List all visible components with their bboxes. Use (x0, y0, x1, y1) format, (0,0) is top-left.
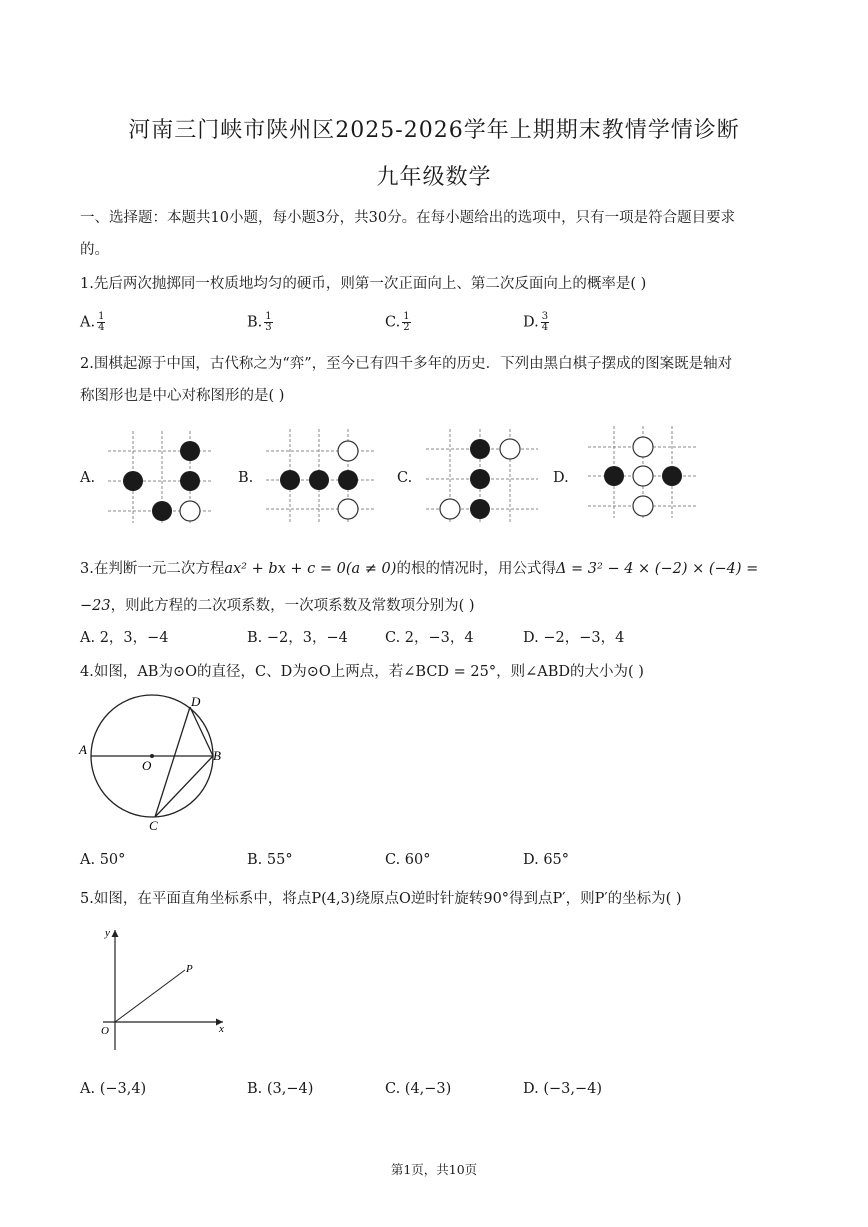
q3-stem-part1: 3.在判断一元二次方程 (80, 561, 225, 577)
label-o: O (101, 1025, 109, 1037)
q3-option-d: D. −2，−3，4 (523, 630, 625, 646)
black-stone (470, 499, 490, 519)
q5-option-a: A. (−3,4) (80, 1081, 147, 1097)
q1-option-b-label: B. (247, 314, 263, 331)
white-stone (180, 501, 200, 521)
q2-stem-line1: 2.围棋起源于中国，古代称之为“弈”，至今已有四千多年的历史．下列由黑白棋子摆成的图案既是轴对 (80, 356, 733, 372)
q1-option-c (385, 312, 411, 333)
black-stone (309, 470, 329, 490)
q1-option-d-num: 3 (541, 311, 549, 322)
q5-stem: 5.如图，在平面直角坐标系中，将点P(4,3)绕原点O逆时针旋转90°得到点P′，则P′的坐标为( ) (80, 891, 682, 907)
q5-coordinate-figure (95, 922, 240, 1057)
black-stone (604, 466, 624, 486)
label-d: D (191, 694, 201, 709)
black-stone (180, 441, 200, 461)
q1-option-a (80, 312, 105, 333)
q2-option-b-label: B. (238, 470, 254, 486)
white-stone (338, 441, 358, 461)
black-stone (662, 466, 682, 486)
chord-db (190, 707, 213, 756)
label-y: y (105, 927, 110, 939)
q1-option-c-num: 1 (403, 311, 410, 322)
q2-option-a-label: A. (80, 470, 96, 486)
q1-option-a-label: A. (80, 314, 96, 331)
q3-stem-part2: 的根的情况时，用公式得 (396, 561, 556, 577)
page-footer: 第1页，共10页 (390, 1162, 478, 1177)
q3-discriminant-value: −23 (80, 598, 111, 614)
q3-stem-line1 (80, 557, 758, 578)
section-instructions-line1: 一、选择题：本题共10小题，每小题3分，共30分。在每小题给出的选项中，只有一项是符合题目要求 (80, 210, 736, 226)
label-o: O (142, 758, 152, 773)
label-p: P (186, 963, 193, 975)
q4-option-c: C. 60° (385, 852, 431, 868)
white-stone (500, 439, 520, 459)
black-stone (470, 439, 490, 459)
q2-option-c-label: C. (397, 470, 413, 486)
label-a: A (79, 742, 87, 757)
black-stone (180, 471, 200, 491)
black-stone (280, 470, 300, 490)
q1-option-a-num: 1 (98, 311, 105, 322)
chord-cd (155, 707, 190, 817)
go-board-c (420, 425, 545, 525)
q4-circle-figure (78, 690, 228, 835)
q1-option-b (247, 312, 273, 333)
q4-option-a: A. 50° (80, 852, 126, 868)
q3-stem-part3: ，则此方程的二次项系数，一次项系数及常数项分别为( ) (110, 598, 475, 614)
white-stone (440, 499, 460, 519)
q4-stem: 4.如图，AB为⊙O的直径，C、D为⊙O上两点，若∠BCD = 25°，则∠ABD的大小为( ) (80, 664, 644, 680)
q1-option-c-den: 2 (403, 322, 410, 333)
q2-stem-line2: 称图形也是中心对称图形的是( ) (80, 388, 285, 404)
q3-stem-line2 (80, 594, 475, 615)
go-board-b (260, 425, 380, 525)
go-board-a (100, 425, 220, 525)
q1-option-d-den: 4 (541, 322, 549, 333)
section-instructions-line2: 的。 (80, 242, 109, 258)
q1-option-d-label: D. (523, 314, 539, 331)
q1-stem: 1.先后两次抛掷同一枚质地均匀的硬币，则第一次正面向上、第二次反面向上的概率是( ) (80, 276, 647, 292)
q5-option-b: B. (3,−4) (247, 1081, 314, 1097)
segment-op (115, 970, 185, 1022)
exam-subtitle: 九年级数学 (376, 165, 492, 190)
black-stone (338, 470, 358, 490)
label-b: B (213, 748, 221, 763)
q3-equation: ax² + bx + c = 0(a ≠ 0) (224, 561, 397, 577)
q1-option-b-den: 3 (265, 322, 272, 333)
q3-option-b: B. −2，3，−4 (247, 630, 348, 646)
q3-discriminant: Δ = 3² − 4 × (−2) × (−4) = (555, 561, 759, 577)
q1-option-d (523, 312, 549, 333)
white-stone (633, 496, 653, 516)
q5-option-c: C. (4,−3) (385, 1081, 452, 1097)
white-stone (633, 437, 653, 457)
q2-option-d-label: D. (553, 470, 569, 486)
label-c: C (149, 818, 158, 833)
q4-option-b: B. 55° (247, 852, 293, 868)
black-stone (470, 469, 490, 489)
white-stone (338, 499, 358, 519)
go-board-d (582, 420, 702, 520)
q4-option-d: D. 65° (523, 852, 570, 868)
q1-option-b-num: 1 (265, 311, 272, 322)
q5-option-d: D. (−3,−4) (523, 1081, 602, 1097)
q3-option-c: C. 2，−3，4 (385, 630, 474, 646)
white-stone (633, 466, 653, 486)
q1-option-a-den: 4 (98, 322, 105, 333)
black-stone (152, 501, 172, 521)
q1-option-c-label: C. (385, 314, 401, 331)
black-stone (123, 471, 143, 491)
exam-title: 河南三门峡市陕州区2025-2026学年上期期末教情学情诊断 (128, 118, 740, 143)
q3-option-a: A. 2，3，−4 (80, 630, 169, 646)
label-x: x (219, 1023, 224, 1035)
